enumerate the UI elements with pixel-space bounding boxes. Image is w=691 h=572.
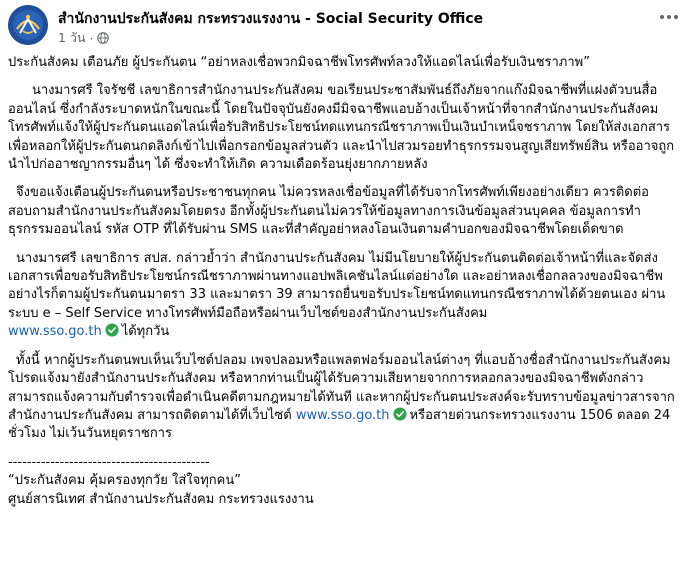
- post-header: [8, 5, 683, 47]
- text-divider: -------------------------------------------: [8, 454, 210, 470]
- sso-website-link-2[interactable]: www.sso.go.th: [295, 407, 390, 423]
- post-body: [8, 54, 684, 509]
- sso-logo-avatar-icon: [8, 5, 48, 45]
- signature: ศูนย์สารนิเทศ สำนักงานประกันสังคม กระทรวงแรงงาน: [8, 491, 314, 507]
- more-options-dot: [674, 15, 678, 19]
- post-paragraph-3: [8, 250, 684, 342]
- globe-icon: [97, 32, 109, 44]
- paragraph-4-tail: หรือสายด่วนกระทรวงแรงงาน 1506 ตลอด 24 ชั่วโมง ไม่เว้นวันหยุดราชการ: [8, 407, 671, 442]
- post-paragraph-1: นางมารศรี ใจรัชชี เลขาธิการสำนักงานประกันสังคม ขอเรียนประชาสัมพันธ์ถึงภัยจากแก๊งมิจฉาชีพที่แฝงตัวบนสื่อออนไลน์ ซึ่งกำลังระบาดหนักในขณะนี้ โดยในปัจจุบันยังคงมีมิจฉาชีพแอบอ้างเป็นเจ้าหน้าที่จากสำนักงานประกันสังคมโทรศัพท์แจ้งให้ผู้ประกันตนแอดไลน์เพื่อรับสิทธิประโยชน์ทดแทนกรณีชราภาพเป็นเงินบำเหน็จชราภาพ โดยให้ส่งเอกสารเพื่อหลอกให้ผู้ประกันตนกดลิงก์เข้าไปเพื่อกรอกข้อมูลส่วนตัว และนำไปสวมรอยทำธุรกรรมจนสูญเสียทรัพย์สิน หรืออาจถูกนำไปก่ออาชญากรรมอื่นๆ ได้ ซึ่งจะทำให้เกิด ความเดือดร้อนยุ่งยากภายหลัง: [8, 83, 675, 173]
- post-meta: [58, 28, 109, 48]
- more-options-dot: [660, 15, 664, 19]
- post-time[interactable]: 1 วัน: [58, 30, 86, 45]
- meta-separator: ·: [89, 30, 94, 46]
- slogan: “ประกันสังคม คุ้มครองทุกวัย ใส่ใจทุกคน”: [8, 473, 241, 489]
- post-paragraph-2: จึงขอแจ้งเตือนผู้ประกันตนหรือประชาชนทุกคน ไม่ควรหลงเชื่อข้อมูลที่ได้รับจากโทรศัพท์เพียงอย่างเดียว ควรติดต่อสอบถามสำนักงานประกันสังคมโดยตรง อีกทั้งผู้ประกันตนไม่ควรให้ข้อมูลทางการเงินข้อมูลส่วนบุคคล ข้อมูลการทำธุรกรรมออนไลน์ รหัส OTP ที่ได้รับผ่าน SMS และที่สำคัญอย่าหลงโอนเงินตามคำบอกของมิจฉาชีพโดยเด็ดขาด: [8, 185, 649, 238]
- paragraph-3-text: นางมารศรี เลขาธิการ สปส. กล่าวย้ำว่า สำนักงานประกันสังคม ไม่มีนโยบายให้ผู้ประกันตนติดต่อเจ้าหน้าที่และจัดส่งเอกสารเพื่อขอรับสิทธิประโยชน์กรณีชราภาพผ่านทางแอปพลิเคชันไลน์แต่อย่างใด และอย่าหลงเชื่อกลลวงของมิจฉาชีพ อย่างไรก็ตามผู้ประกันตนมาตรา 33 และมาตรา 39 สามารถยื่นขอรับประโยชน์ทดแทนกรณีชราภาพได้ด้วยตนเอง ผ่านระบบ e – Self Service ทางโทรศัพท์มือถือหรือผ่านเว็บไซต์ของสำนักงานประกันสังคม: [8, 250, 666, 321]
- sso-website-link[interactable]: www.sso.go.th: [8, 324, 102, 340]
- page-avatar[interactable]: [8, 5, 48, 45]
- post-paragraph-4: [8, 352, 684, 444]
- paragraph-4-text: ทั้งนี้ หากผู้ประกันตนพบเห็นเว็บไซต์ปลอม เพจปลอมหรือแพลตฟอร์มออนไลน์ต่างๆ ที่แอบอ้างชื่อสำนักงานประกันสังคมโปรดแจ้งมายังสำนักงานประกันสังคม หรือหากท่านเป็นผู้ได้รับความเสียหายจากการหลอกลวงของมิจฉาชีพดังกล่าว สามารถแจ้งความกับตำรวจเพื่อดำเนินคดีตามกฎหมายได้ทันที และหากผู้ประกันตนประสงค์จะรับทราบข้อมูลข่าวสารจากสำนักงานประกันสังคม สามารถติดตามได้ที่เว็บไซต์: [8, 352, 675, 423]
- more-options-button[interactable]: [655, 7, 683, 27]
- post-headline: ประกันสังคม เตือนภัย ผู้ประกันตน “อย่าหลงเชื่อพวกมิจฉาชีพโทรศัพท์ลวงให้แอดไลน์เพื่อรับเงินชราภาพ”: [8, 55, 590, 70]
- paragraph-3-tail: ได้ทุกวัน: [121, 324, 170, 340]
- verified-check-icon: [393, 407, 407, 421]
- page-name[interactable]: สำนักงานประกันสังคม กระทรวงแรงงาน - Social Security Office: [58, 11, 484, 27]
- verified-check-icon: [105, 323, 119, 337]
- more-options-dot: [667, 15, 671, 19]
